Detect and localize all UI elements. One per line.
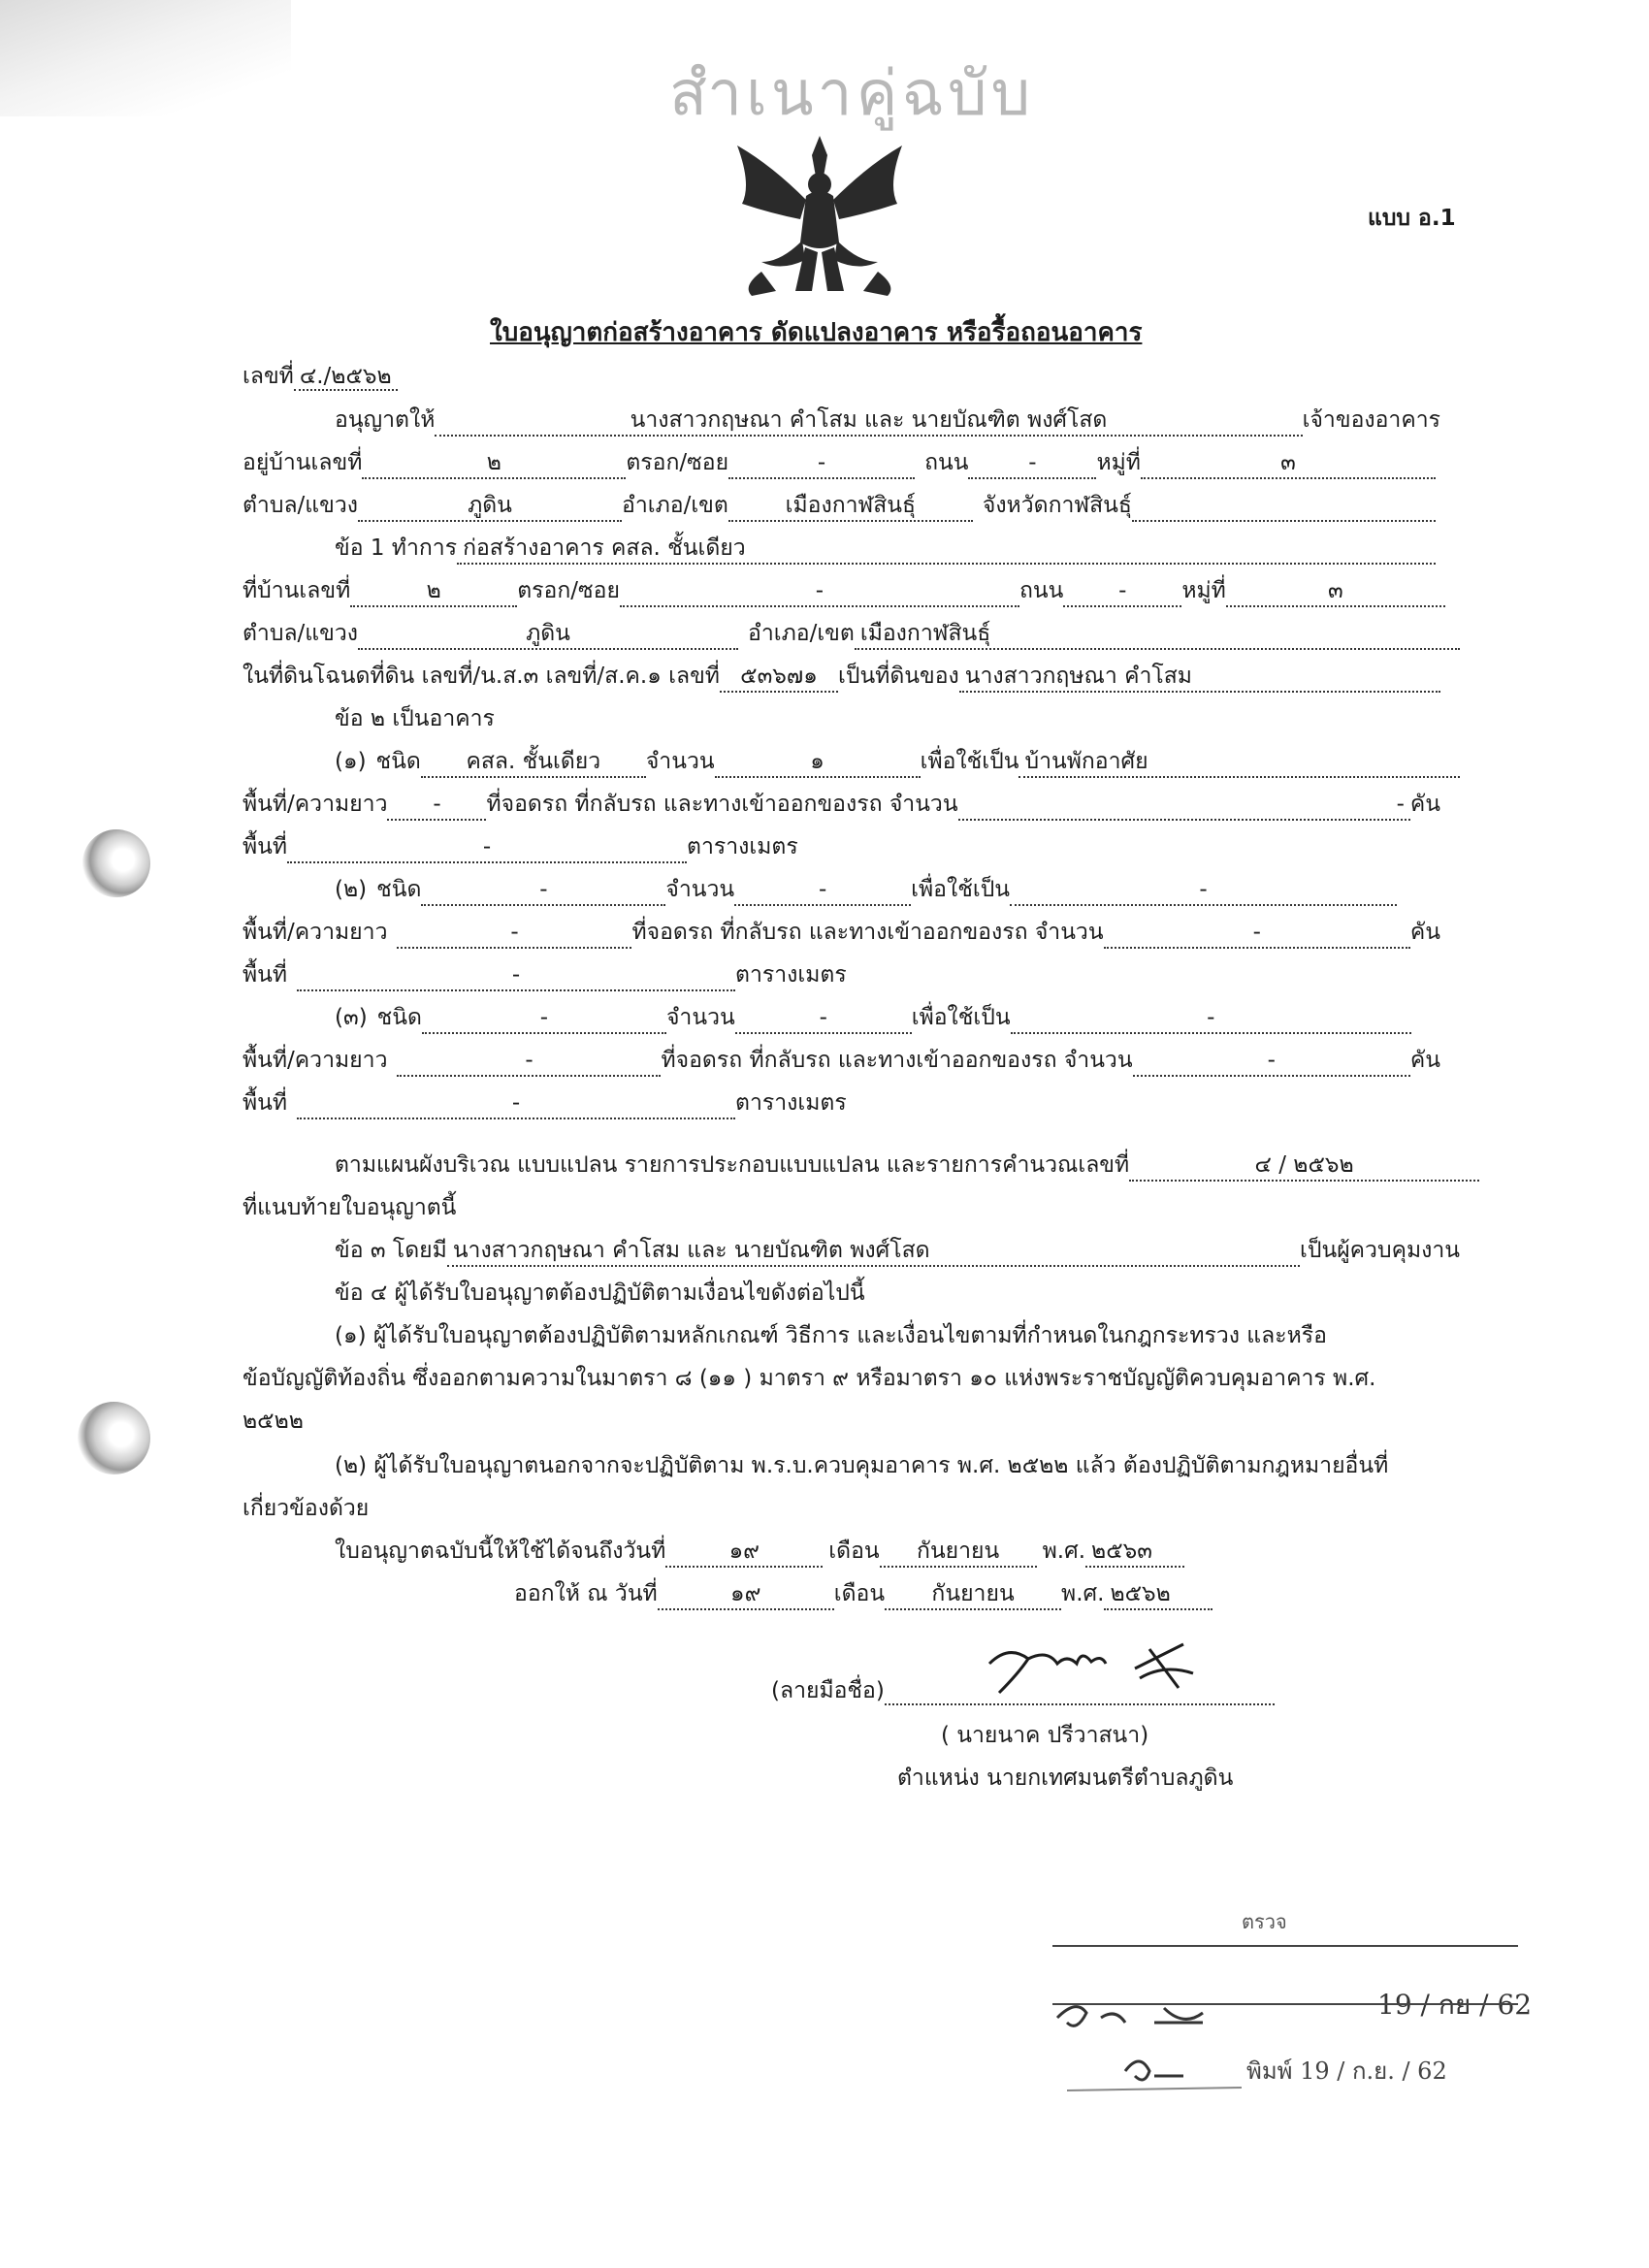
label: ตำบล/แขวง <box>242 621 358 646</box>
site-subdistrict: ภูดิน <box>358 619 738 650</box>
unit: คัน <box>1409 920 1440 945</box>
label: อำเภอ/เขต <box>622 493 728 518</box>
label: อนุญาตให้ <box>335 407 436 433</box>
signatory-name: ( นายนาค ปรีวาสนา) <box>941 1723 1149 1748</box>
issued-year: ๒๕๖๒ <box>1104 1579 1212 1610</box>
label: พื้นที่ <box>242 834 288 859</box>
address-row <box>242 448 1436 479</box>
building-item-3 <box>335 1003 1411 1034</box>
building-length: - <box>397 1046 661 1077</box>
condition-1-line-3: ๒๕๒๒ <box>242 1409 304 1434</box>
label: ชนิด <box>376 1005 422 1030</box>
land-owner: นางสาวกฤษณา คำโสม <box>959 662 1440 693</box>
label: ตำบล/แขวง <box>242 493 358 518</box>
item-number: (๑) <box>335 749 367 774</box>
site-locality-row <box>242 619 1460 650</box>
building-qty: - <box>735 1003 912 1034</box>
valid-month: กันยายน <box>880 1537 1037 1568</box>
unit: คัน <box>1409 792 1440 817</box>
building-item-2 <box>335 875 1397 906</box>
label: ใบอนุญาตฉบับนี้ให้ใช้ได้จนถึงวันที่ <box>335 1539 666 1564</box>
building-type: - <box>422 1003 666 1034</box>
building-item-1-area <box>242 832 798 863</box>
label: เลขที่ <box>242 364 294 389</box>
subdistrict: ภูดิน <box>358 491 622 522</box>
copy-stamp: สำเนาคู่ฉบับ <box>669 58 1035 130</box>
condition-2-line-2: เกี่ยวข้องด้วย <box>242 1496 370 1521</box>
label: พื้นที่/ความยาว <box>242 1048 388 1073</box>
label: ที่บ้านเลขที่ <box>242 578 351 603</box>
label: เพื่อใช้เป็น <box>911 1005 1011 1030</box>
handwritten-print-date: พิมพ์ 19 / ก.ย. / 62 <box>1246 2057 1447 2085</box>
handwritten-check: ตรวจ <box>1242 1910 1287 1933</box>
label: ตามแผนผังบริเวณ แบบแปลน รายการประกอบแบบแปลน และรายการคำนวณเลขที่ <box>335 1152 1130 1178</box>
grantee-row <box>335 405 1440 437</box>
label: ที่จอดรถ ที่กลับรถ และทางเข้าออกของรถ จำนวน <box>486 792 958 817</box>
building-item-1-parking <box>242 790 1440 821</box>
label: เป็นผู้ควบคุมงาน <box>1300 1238 1460 1263</box>
site-district: เมืองกาฬสินธุ์ <box>855 619 1460 650</box>
locality-row <box>242 491 1436 522</box>
clause1-row <box>335 534 1436 565</box>
label: ถนน <box>924 450 969 475</box>
building-item-3-area <box>242 1088 847 1119</box>
validity-row <box>335 1537 1184 1568</box>
building-item-2-parking <box>242 918 1440 949</box>
label: ตรอก/ซอย <box>517 578 620 603</box>
building-length: - <box>397 918 631 949</box>
plan-row <box>335 1150 1479 1182</box>
scan-shadow <box>0 0 291 116</box>
clause4-heading: ข้อ ๔ ผู้ได้รับใบอนุญาตต้องปฏิบัติตามเงื่อนไขดังต่อไปนี้ <box>335 1280 865 1306</box>
unit: ตารางเมตร <box>735 1090 847 1116</box>
clause3-row <box>335 1236 1460 1267</box>
building-item-2-area <box>242 960 847 991</box>
label: ตรอก/ซอย <box>626 450 729 475</box>
label: อยู่บ้านเลขที่ <box>242 450 363 475</box>
building-item-3-parking <box>242 1046 1440 1077</box>
label: เพื่อใช้เป็น <box>920 749 1019 774</box>
valid-year: ๒๕๖๓ <box>1085 1537 1184 1568</box>
label: เป็นที่ดินของ <box>837 664 959 689</box>
building-use: บ้านพักอาศัย <box>1018 747 1460 778</box>
label: ถนน <box>1018 578 1064 603</box>
parking-count: - <box>958 790 1410 821</box>
label: เดือน <box>833 1581 886 1606</box>
land-title-row <box>242 662 1440 693</box>
label: จำนวน <box>665 1005 735 1030</box>
work-type: ก่อสร้างอาคาร คสล. ชั้นเดียว <box>457 534 1436 565</box>
signature-row <box>771 1676 1275 1705</box>
label: หมู่ที่ <box>1096 450 1141 475</box>
signatory-position: ตำแหน่ง นายกเทศมนตรีตำบลภูดิน <box>897 1766 1234 1791</box>
site-moo: ๓ <box>1226 576 1445 607</box>
form-code: แบบ อ.1 <box>1368 206 1456 231</box>
label: เดือน <box>828 1539 880 1564</box>
moo: ๓ <box>1141 448 1436 479</box>
condition-1-line-1: (๑) ผู้ได้รับใบอนุญาตต้องปฏิบัติตามหลักเกณฑ์ วิธีการ และเงื่อนไขตามที่กำหนดในกฎกระทรวง และหรือ <box>335 1323 1327 1348</box>
label: ชนิด <box>375 749 421 774</box>
plan-number: ๔ / ๒๕๖๒ <box>1129 1150 1479 1182</box>
unit: ตารางเมตร <box>687 834 798 859</box>
handwritten-line <box>1052 1945 1518 1947</box>
signature-line <box>885 1676 1275 1705</box>
label: พ.ศ. <box>1061 1581 1105 1606</box>
document-title: ใบอนุญาตก่อสร้างอาคาร ดัดแปลงอาคาร หรือรื้อถอนอาคาร <box>490 318 1143 347</box>
district: เมืองกาฬสินธุ์ <box>728 491 973 522</box>
label: ข้อ 1 ทำการ <box>335 535 458 561</box>
issued-day: ๑๙ <box>658 1579 834 1610</box>
punch-hole <box>78 1402 150 1474</box>
clause2-heading: ข้อ ๒ เป็นอาคาร <box>335 706 495 731</box>
item-number: (๒) <box>335 877 368 902</box>
building-use: - <box>1010 875 1397 906</box>
label: ในที่ดินโฉนดที่ดิน เลขที่/น.ส.๓ เลขที่/ส.ค.๑ เลขที่ <box>242 664 720 689</box>
site-road: - <box>1063 576 1181 607</box>
building-qty: ๑ <box>715 747 921 778</box>
label: ข้อ ๓ โดยมี <box>335 1238 447 1263</box>
label: เจ้าของอาคาร <box>1302 407 1440 433</box>
label: ออกให้ ณ วันที่ <box>514 1581 658 1606</box>
parking-count: - <box>1133 1046 1410 1077</box>
supervisor-name: นางสาวกฤษณา คำโสม และ นายบัณฑิต พงศ์โสด <box>447 1236 1300 1267</box>
grantee-name: นางสาวกฤษณา คำโสม และ นายบัณฑิต พงศ์โสด <box>435 405 1302 437</box>
label: เพื่อใช้เป็น <box>911 877 1011 902</box>
issued-month: กันยายน <box>885 1579 1061 1610</box>
condition-2-line-1: (๒) ผู้ได้รับใบอนุญาตนอกจากจะปฏิบัติตาม พ.ร.บ.ควบคุมอาคาร พ.ศ. ๒๕๒๒ แล้ว ต้องปฏิบัติตามกฎหมายอื่นที่ <box>335 1453 1389 1478</box>
label: จำนวน <box>665 877 735 902</box>
permit-number: ๔./๒๕๖๒ <box>294 364 398 391</box>
alley: - <box>728 448 915 479</box>
punch-hole <box>82 829 150 897</box>
item-number: (๓) <box>335 1005 368 1030</box>
road: - <box>968 448 1096 479</box>
province-fill <box>1132 491 1436 522</box>
building-area: - <box>297 960 735 991</box>
label: พื้นที่ <box>242 1090 288 1116</box>
label: พื้นที่/ความยาว <box>242 792 388 817</box>
label: (ลายมือชื่อ) <box>771 1678 885 1703</box>
plan-attached-text: ที่แนบท้ายใบอนุญาตนี้ <box>242 1195 457 1220</box>
unit: ตารางเมตร <box>735 962 847 988</box>
building-area: - <box>287 832 687 863</box>
label: ที่จอดรถ ที่กลับรถ และทางเข้าออกของรถ จำนวน <box>631 920 1104 945</box>
handwritten-initials <box>1048 1979 1271 2105</box>
valid-day: ๑๙ <box>665 1537 823 1568</box>
building-type: - <box>421 875 665 906</box>
issued-row <box>514 1579 1212 1610</box>
handwritten-date: 19 / กย / 62 <box>1377 1989 1533 2021</box>
label: จำนวน <box>645 749 715 774</box>
land-title-no: ๕๓๖๗๑ <box>720 662 838 693</box>
site-alley: - <box>620 576 1019 607</box>
label: อำเภอ/เขต <box>748 621 855 646</box>
unit: คัน <box>1409 1048 1440 1073</box>
label: หมู่ที่ <box>1181 578 1226 603</box>
building-area: - <box>297 1088 735 1119</box>
garuda-emblem-icon <box>723 126 917 301</box>
label: พ.ศ. <box>1042 1539 1086 1564</box>
building-qty: - <box>734 875 911 906</box>
house-no: ๒ <box>362 448 626 479</box>
site-address-row <box>242 576 1445 607</box>
label: พื้นที่ <box>242 962 288 988</box>
building-length: - <box>387 790 486 821</box>
site-house-no: ๒ <box>350 576 517 607</box>
building-use: - <box>1011 1003 1411 1034</box>
label: พื้นที่/ความยาว <box>242 920 388 945</box>
permit-number-row <box>242 362 398 391</box>
parking-count: - <box>1104 918 1410 949</box>
label: ชนิด <box>376 877 422 902</box>
building-type: คสล. ชั้นเดียว <box>421 747 646 778</box>
label: ที่จอดรถ ที่กลับรถ และทางเข้าออกของรถ จำนวน <box>661 1048 1133 1073</box>
condition-1-line-2: ข้อบัญญัติท้องถิ่น ซึ่งออกตามความในมาตรา ๘ (๑๑ ) มาตรา ๙ หรือมาตรา ๑๐ แห่งพระราชบัญญัติควบคุมอาคาร พ.ศ. <box>242 1366 1376 1391</box>
building-item-1 <box>335 747 1460 778</box>
province: จังหวัดกาฬสินธุ์ <box>982 493 1132 518</box>
